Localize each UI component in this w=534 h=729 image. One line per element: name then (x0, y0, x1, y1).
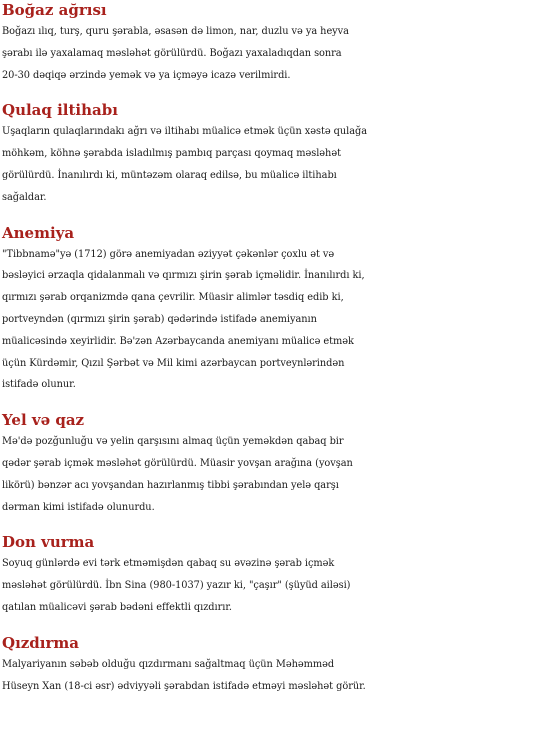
section-paragraph (2, 654, 534, 698)
section-qizdirma (2, 633, 534, 698)
section-qulaq-iltihabi (2, 100, 534, 208)
section-paragraph (2, 121, 534, 208)
text-line: üçün Kürdəmir, Qızıl Şərbət və Mil kimi azərbaycan portveynlərindən (2, 357, 345, 369)
text-line: möhkəm, köhnə şərabda isladılmış pambıq parçası qoymaq məsləhət (2, 148, 341, 160)
text-line: məsləhət görülürdü. İbn Sina (980-1037) yazır ki, "çaşır" (şüyüd ailəsi) (2, 580, 351, 592)
section-paragraph (2, 553, 534, 618)
text-line: qədər şərab içmək məsləhət görülürdü. Müasir yovşan arağına (yovşan (2, 457, 353, 469)
section-anemiya (2, 223, 534, 397)
text-line: qatılan müalicəvi şərab bədəni effektli qızdırır. (2, 601, 232, 613)
text-line: Uşaqların qulaqlarındakı ağrı və iltihabı müalicə etmək üçün xəstə qulağa (2, 126, 368, 138)
text-line: dərman kimi istifadə olunurdu. (2, 501, 155, 513)
section-paragraph (2, 431, 534, 518)
text-line: "Tibbnamə"yə (1712) görə anemiyadan əziyyət çəkənlər çoxlu ət və (2, 248, 335, 260)
section-don-vurma (2, 532, 534, 618)
text-line: istifadə olunur. (2, 379, 76, 391)
text-line: Hüseyn Xan (18-ci əsr) ədviyyəli şərabdan istifadə etməyi məsləhət görür. (2, 680, 366, 692)
text-line: müalicəsində xeyirlidir. Bə'zən Azərbaycanda anemiyanı müalicə etmək (2, 335, 354, 347)
section-bogaz-agrisi (2, 0, 534, 86)
section-heading: Don vurma (2, 533, 95, 552)
text-line: sağaldar. (2, 191, 47, 203)
section-heading: Boğaz ağrısı (2, 1, 107, 19)
text-line: 20-30 dəqiqə ərzində yemək və ya içməyə icazə verilmirdi. (2, 69, 291, 81)
section-yel-ve-qaz (2, 410, 534, 518)
text-line: şərabı ilə yaxalamaq məsləhət görülürdü. Boğazı yaxaladıqdan sonra (2, 47, 342, 59)
section-heading: Qulaq iltihabı (2, 101, 118, 120)
text-line: Mə'də pozğunluğu və yelin qarşısını almaq üçün yeməkdən qabaq bir (2, 436, 344, 448)
text-line: portveyndən (qırmızı şirin şərab) qədərində istifadə anemiyanın (2, 313, 317, 325)
text-line: qırmızı şərab orqanizmdə qana çevrilir. Müasir alimlər təsdiq edib ki, (2, 292, 344, 304)
text-line: likörü) bənzər acı yovşandan hazırlanmış tibbi şərabından yelə qarşı (2, 479, 339, 491)
text-line: bəsləyici ərzaqla qidalanmalı və qırmızı şirin şərab içməlidir. İnanılırdı ki, (2, 270, 365, 282)
section-paragraph (2, 244, 534, 397)
section-paragraph (2, 21, 534, 86)
section-heading: Qızdırma (2, 633, 79, 652)
text-line: Boğazı ılıq, turş, quru şərabla, əsasən də limon, nar, duzlu və ya heyva (2, 26, 349, 37)
text-line: Soyuq günlərdə evi tərk etməmişdən qabaq su əvəzinə şərab içmək (2, 558, 335, 570)
section-heading: Yel və qaz (2, 411, 85, 430)
text-line: görülürdü. İnanılırdı ki, müntəzəm olaraq edilsə, bu müalicə iltihabı (2, 169, 337, 181)
text-line: Malyariyanın səbəb olduğu qızdırmanı sağaltmaq üçün Məhəmməd (2, 658, 335, 670)
section-heading: Anemiya (2, 223, 75, 242)
